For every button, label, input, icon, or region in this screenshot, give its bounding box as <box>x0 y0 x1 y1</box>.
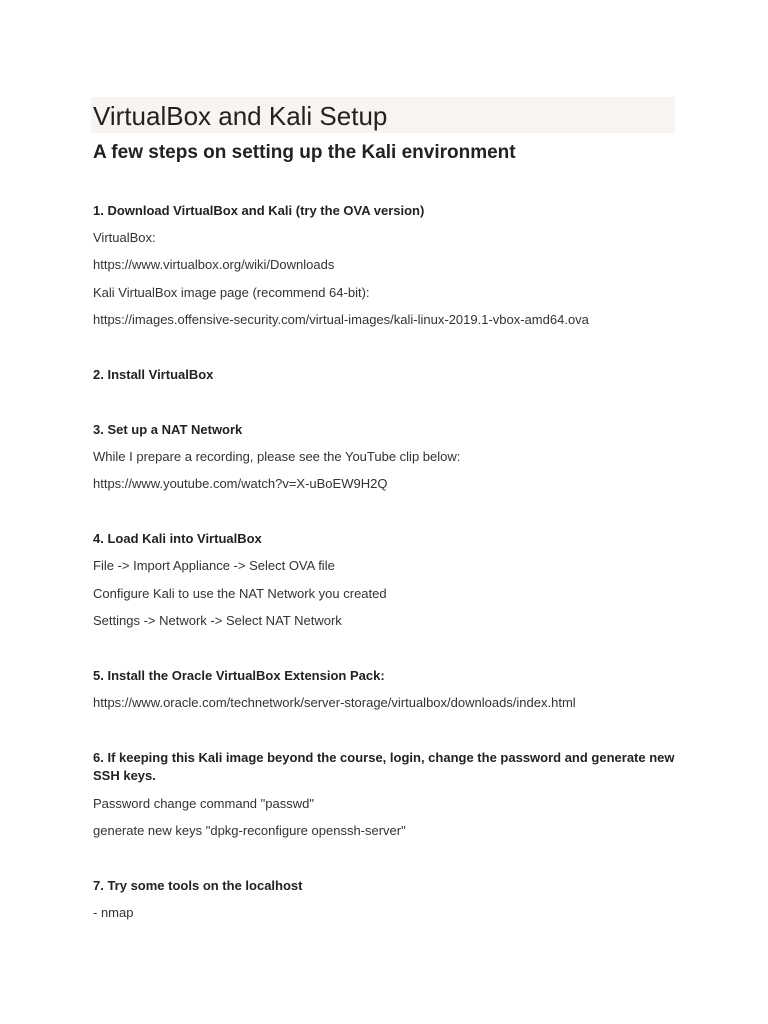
section-text-kali-image-label: Kali VirtualBox image page (recommend 64-bit): <box>93 285 370 300</box>
section-heading-tools: 7. Try some tools on the localhost <box>93 878 303 893</box>
section-text-reconfigure: generate new keys "dpkg-reconfigure openssh-server" <box>93 823 406 838</box>
section-heading-download: 1. Download VirtualBox and Kali (try the OVA version) <box>93 203 425 218</box>
section-text-configure: Configure Kali to use the NAT Network you created <box>93 586 387 601</box>
section-heading-nat: 3. Set up a NAT Network <box>93 422 243 437</box>
section-text-virtualbox-label: VirtualBox: <box>93 230 156 245</box>
section-heading-load-kali: 4. Load Kali into VirtualBox <box>93 531 262 546</box>
oracle-extension-link[interactable]: https://www.oracle.com/technetwork/server-storage/virtualbox/downloads/index.html <box>93 695 576 710</box>
section-heading-install: 2. Install VirtualBox <box>93 367 214 382</box>
section-heading-extension-pack: 5. Install the Oracle VirtualBox Extension Pack: <box>93 668 385 683</box>
page-title: VirtualBox and Kali Setup <box>93 101 388 131</box>
page-subtitle: A few steps on setting up the Kali environment <box>93 142 516 163</box>
section-text-import: File -> Import Appliance -> Select OVA file <box>93 558 335 573</box>
youtube-clip-link[interactable]: https://www.youtube.com/watch?v=X-uBoEW9H2Q <box>93 476 388 491</box>
section-text-settings: Settings -> Network -> Select NAT Network <box>93 613 342 628</box>
kali-image-link[interactable]: https://images.offensive-security.com/virtual-images/kali-linux-2019.1-vbox-amd64.ova <box>93 312 589 327</box>
section-text-youtube-note: While I prepare a recording, please see the YouTube clip below: <box>93 449 461 464</box>
section-text-passwd: Password change command "passwd" <box>93 796 314 811</box>
virtualbox-download-link[interactable]: https://www.virtualbox.org/wiki/Downloads <box>93 257 335 272</box>
section-text-nmap: - nmap <box>93 905 134 920</box>
section-heading-ssh-keys: 6. If keeping this Kali image beyond the course, login, change the password and generate new SSH keys. <box>93 750 675 783</box>
